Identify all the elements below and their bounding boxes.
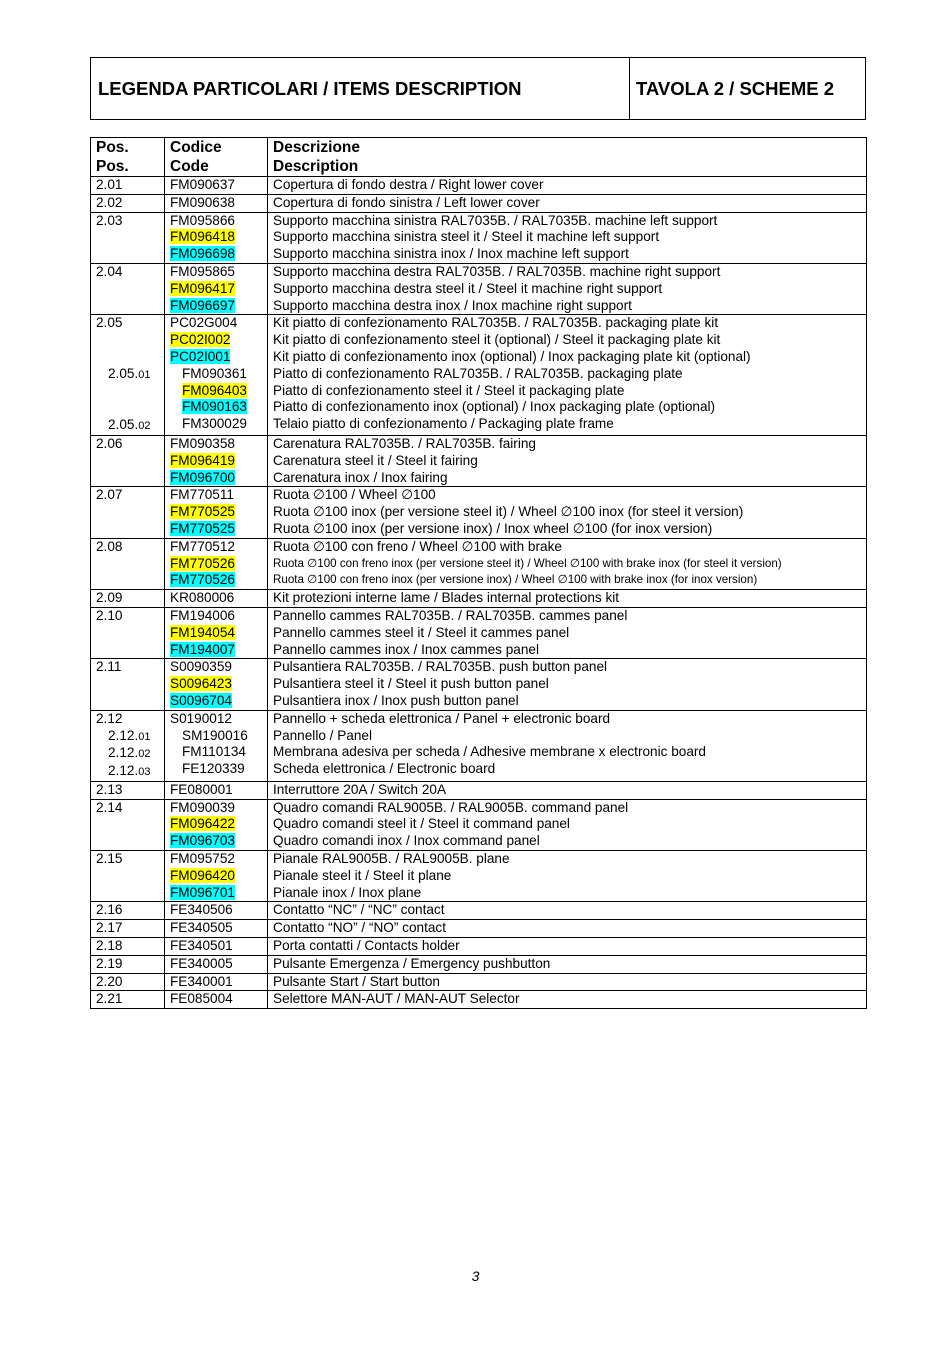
table-row [91,659,867,710]
item-description: Supporto macchina sinistra inox / Inox machine left support [273,246,629,262]
item-description: Kit piatto di confezionamento steel it (optional) / Steel it packaging plate kit [273,332,721,348]
item-description: Ruota ∅100 / Wheel ∅100 [273,487,436,503]
item-description: Selettore MAN-AUT / MAN-AUT Selector [273,991,520,1007]
table-row [91,607,867,658]
code-cell [165,955,268,973]
position-number: 2.12.03 [108,763,151,779]
item-description: Kit piatto di confezionamento RAL7035B. / RAL7035B. packaging plate kit [273,315,719,331]
items-description-title: LEGENDA PARTICOLARI / ITEMS DESCRIPTION [91,58,630,119]
position-number: 2.18 [96,938,123,954]
item-code: FM096700 [170,469,235,485]
item-code: FM110134 [182,744,246,760]
table-header-row [91,138,867,177]
item-description: Pannello / Panel [273,727,373,743]
item-description: Supporto macchina sinistra steel it / Steel it machine left support [273,229,660,245]
description-cell [268,920,867,938]
code-cell [165,435,268,486]
code-header-it: Codice [170,139,222,156]
item-description: Quadro comandi inox / Inox command panel [273,833,540,849]
code-header [165,138,268,177]
item-code: FM096701 [170,884,235,900]
table-row [91,710,867,781]
item-description: Contatto “NO” / “NO” contact [273,920,446,936]
item-code: FM090638 [170,194,235,210]
item-description: Pannello cammes RAL7035B. / RAL7035B. cammes panel [273,607,628,623]
code-cell [165,659,268,710]
item-description: Supporto macchina destra steel it / Steel it machine right support [273,280,663,296]
position-cell [91,938,165,956]
item-code: FM096698 [170,246,235,262]
code-cell [165,590,268,608]
description-cell [268,212,867,263]
item-code: FM096403 [182,382,247,398]
position-cell [91,920,165,938]
code-cell [165,487,268,538]
item-description: Scheda elettronica / Electronic board [273,761,496,777]
item-code: FM095865 [170,263,235,279]
item-code: FM096697 [170,297,235,313]
item-description: Pannello + scheda elettronica / Panel + electronic board [273,710,611,726]
position-number: 2.06 [96,435,123,451]
table-row [91,435,867,486]
item-code: S0190012 [170,710,232,726]
description-header-it: Descrizione [273,139,361,156]
table-row [91,938,867,956]
position-cell [91,263,165,314]
item-description: Kit protezioni interne lame / Blades internal protections kit [273,590,620,606]
code-cell [165,781,268,799]
position-number: 2.11 [96,659,122,675]
scheme-title: TAVOLA 2 / SCHEME 2 [636,77,835,99]
table-row [91,851,867,902]
page-number: 3 [471,1268,480,1284]
item-code: FM096420 [170,867,235,883]
description-cell [268,177,867,195]
table-row [91,177,867,195]
item-code: FE340506 [170,902,233,918]
item-code: FM300029 [182,416,247,432]
position-number: 2.12.01 [108,727,151,743]
description-cell [268,590,867,608]
code-cell [165,799,268,850]
code-cell [165,315,268,436]
item-code: S0090359 [170,659,232,675]
item-description: Interruttore 20A / Switch 20A [273,781,447,797]
item-code: FE340001 [170,973,233,989]
position-number [96,332,159,349]
description-cell [268,710,867,781]
item-code: FE340501 [170,938,233,954]
code-cell [165,973,268,991]
description-cell [268,938,867,956]
description-cell [268,799,867,850]
code-cell [165,851,268,902]
item-description: Quadro comandi steel it / Steel it command panel [273,816,570,832]
item-code: FE340505 [170,920,233,936]
code-cell [165,607,268,658]
position-number: 2.12.02 [108,745,151,761]
item-code: S0096423 [170,676,232,692]
item-description: Porta contatti / Contacts holder [273,938,460,954]
item-code: S0096704 [170,692,232,708]
description-cell [268,991,867,1009]
table-row [91,781,867,799]
position-cell [91,902,165,920]
position-number: 2.05.01 [108,365,151,381]
item-code: FM096419 [170,452,235,468]
description-cell [268,315,867,436]
table-row [91,991,867,1009]
position-number: 2.10 [96,607,123,623]
item-description: Carenatura RAL7035B. / RAL7035B. fairing [273,435,536,451]
code-cell [165,263,268,314]
table-row [91,920,867,938]
item-code: FM090361 [182,365,247,381]
position-number: 2.12 [96,710,123,726]
item-code: FM194006 [170,607,235,623]
item-description: Pulsantiera RAL7035B. / RAL7035B. push button panel [273,659,608,675]
description-cell [268,902,867,920]
description-header [268,138,867,177]
item-description: Ruota ∅100 inox (per versione steel it) / Wheel ∅100 inox (for steel it version) [273,504,744,520]
table-row [91,590,867,608]
position-number [96,384,159,401]
item-description: Supporto macchina sinistra RAL7035B. / RAL7035B. machine left support [273,212,718,228]
table-row [91,538,867,589]
position-cell [91,955,165,973]
description-cell [268,973,867,991]
item-code: FE120339 [182,761,245,777]
item-description: Pianale steel it / Steel it plane [273,867,452,883]
item-code: PC02G004 [170,315,238,331]
position-number: 2.19 [96,955,123,971]
item-description: Piatto di confezionamento steel it / Steel it packaging plate [273,382,625,398]
item-description: Pianale inox / Inox plane [273,884,422,900]
code-cell [165,938,268,956]
item-code: PC02I002 [170,332,231,348]
code-cell [165,991,268,1009]
item-description: Carenatura steel it / Steel it fairing [273,452,478,468]
item-code: FM770511 [170,487,234,503]
code-cell [165,212,268,263]
item-code: FM096418 [170,229,235,245]
item-description: Ruota ∅100 con freno / Wheel ∅100 with brake [273,538,562,554]
item-code: FM770512 [170,538,235,554]
code-cell [165,177,268,195]
description-cell [268,851,867,902]
item-code: FM090039 [170,799,235,815]
position-number: 2.05 [96,315,123,331]
description-cell [268,263,867,314]
code-cell [165,920,268,938]
position-cell [91,177,165,195]
item-code: FM770526 [170,555,235,571]
position-cell [91,851,165,902]
item-description: Kit piatto di confezionamento inox (optional) / Inox packaging plate kit (optional) [273,348,751,364]
item-description: Pianale RAL9005B. / RAL9005B. plane [273,851,510,867]
position-cell [91,607,165,658]
item-description: Contatto “NC” / “NC” contact [273,902,445,918]
description-cell [268,487,867,538]
table-row [91,973,867,991]
position-number: 2.14 [96,799,123,815]
position-number: 2.13 [96,781,123,797]
item-description: Ruota ∅100 inox (per versione inox) / Inox wheel ∅100 (for inox version) [273,520,713,536]
position-cell [91,538,165,589]
position-cell [91,194,165,212]
position-cell [91,781,165,799]
pos-header-en: Pos. [96,158,129,175]
pos-header-it: Pos. [96,139,129,156]
item-code: FM194054 [170,624,235,640]
table-row [91,263,867,314]
item-description: Supporto macchina destra RAL7035B. / RAL7035B. machine right support [273,263,721,279]
position-number: 2.02 [96,194,123,210]
item-description: Copertura di fondo sinistra / Left lower cover [273,194,540,210]
item-description: Piatto di confezionamento inox (optional) / Inox packaging plate (optional) [273,399,716,415]
item-code: FM770525 [170,504,235,520]
position-cell [91,435,165,486]
table-row [91,487,867,538]
item-code: FM090358 [170,435,235,451]
item-description: Pulsantiera inox / Inox push button panel [273,692,519,708]
item-code: FE080001 [170,781,233,797]
item-description: Pulsante Start / Start button [273,973,440,989]
items-table [90,137,867,1009]
description-cell [268,194,867,212]
item-description: Telaio piatto di confezionamento / Packaging plate frame [273,416,614,432]
item-description: Pannello cammes inox / Inox cammes panel [273,641,539,657]
position-cell [91,659,165,710]
description-cell [268,435,867,486]
item-code: FM770526 [170,572,235,588]
items-table-body [91,177,867,1009]
position-number: 2.16 [96,902,123,918]
item-description: Membrana adesiva per scheda / Adhesive membrane x electronic board [273,744,706,760]
position-cell [91,315,165,436]
position-cell [91,590,165,608]
item-code: FM770525 [170,520,235,536]
item-code: FE085004 [170,991,233,1007]
description-cell [268,781,867,799]
item-description: Piatto di confezionamento RAL7035B. / RAL7035B. packaging plate [273,365,683,381]
item-code: FM096703 [170,833,235,849]
position-number [96,349,159,366]
position-number: 2.09 [96,590,123,606]
item-description: Pulsantiera steel it / Steel it push button panel [273,676,549,692]
table-row [91,902,867,920]
item-code: FE340005 [170,955,233,971]
position-number: 2.07 [96,487,123,503]
item-code: FM090163 [182,399,247,415]
position-cell [91,487,165,538]
table-row [91,194,867,212]
description-cell [268,607,867,658]
header-box [90,57,866,120]
item-code: FM095752 [170,851,235,867]
item-description: Ruota ∅100 con freno inox (per versione steel it) / Wheel ∅100 with brake inox (for steel it version) [273,556,782,570]
item-description: Pulsante Emergenza / Emergency pushbutton [273,955,551,971]
pos-header [91,138,165,177]
item-code: FM194007 [170,641,235,657]
table-row [91,955,867,973]
item-description: Supporto macchina destra inox / Inox machine right support [273,297,632,313]
item-code: FM096417 [170,280,235,296]
item-code: FM090637 [170,177,235,192]
position-number: 2.04 [96,263,123,279]
position-number: 2.01 [96,177,123,192]
code-header-en: Code [170,158,209,175]
position-cell [91,710,165,781]
code-cell [165,538,268,589]
code-cell [165,902,268,920]
position-number: 2.08 [96,538,123,554]
table-row [91,799,867,850]
position-number: 2.05.02 [108,417,151,433]
item-description: Copertura di fondo destra / Right lower cover [273,177,544,192]
position-number: 2.20 [96,973,123,989]
item-description: Quadro comandi RAL9005B. / RAL9005B. command panel [273,799,629,815]
description-cell [268,659,867,710]
position-number: 2.17 [96,920,123,936]
description-cell [268,538,867,589]
description-header-en: Description [273,158,359,175]
item-code: FM095866 [170,212,235,228]
code-cell [165,710,268,781]
item-description: Carenatura inox / Inox fairing [273,469,448,485]
position-cell [91,991,165,1009]
code-cell [165,194,268,212]
position-number [96,400,159,417]
table-row [91,315,867,436]
item-description: Ruota ∅100 con freno inox (per versione inox) / Wheel ∅100 with brake inox (for inox version) [273,573,758,587]
item-code: KR080006 [170,590,235,606]
position-number: 2.21 [96,991,123,1007]
position-number: 2.03 [96,212,123,228]
position-cell [91,799,165,850]
item-code: PC02I001 [170,348,231,364]
position-cell [91,973,165,991]
item-code: SM190016 [182,727,248,743]
position-cell [91,212,165,263]
table-row [91,212,867,263]
position-number: 2.15 [96,851,123,867]
description-cell [268,955,867,973]
item-code: FM096422 [170,816,235,832]
item-description: Pannello cammes steel it / Steel it cammes panel [273,624,570,640]
